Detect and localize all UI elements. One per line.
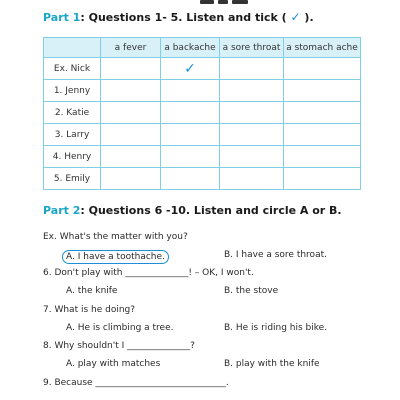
option-b[interactable]: B. the stove bbox=[224, 286, 279, 296]
tick-cell[interactable] bbox=[161, 168, 220, 190]
option-a-text: A. He is climbing a tree. bbox=[66, 323, 174, 333]
question-text: 7. What is he doing? bbox=[43, 305, 136, 315]
row-name-cell: 5. Emily bbox=[44, 168, 101, 190]
option-b[interactable]: B. play with the knife bbox=[224, 359, 320, 369]
part2-label: Part 2 bbox=[43, 204, 81, 217]
table-row bbox=[44, 146, 361, 168]
tick-cell[interactable] bbox=[161, 102, 220, 124]
option-a[interactable] bbox=[66, 250, 169, 264]
option-a[interactable] bbox=[66, 323, 174, 333]
tick-icon: ✓ bbox=[290, 10, 301, 24]
table-row bbox=[44, 124, 361, 146]
question-text: 6. Don't play with ______________! – OK, I won't. bbox=[43, 268, 254, 278]
question-text: 8. Why shouldn't I ______________? bbox=[43, 341, 195, 351]
part1-instruction: : Questions 1- 5. Listen and tick ( bbox=[80, 11, 287, 24]
option-a[interactable] bbox=[66, 286, 117, 296]
tick-cell[interactable] bbox=[161, 124, 220, 146]
tick-cell[interactable] bbox=[101, 124, 161, 146]
illness-table bbox=[43, 37, 361, 190]
tick-cell[interactable] bbox=[284, 168, 361, 190]
row-name-cell: Ex. Nick bbox=[44, 58, 101, 80]
tick-cell[interactable] bbox=[284, 146, 361, 168]
tick-cell[interactable] bbox=[284, 58, 361, 80]
row-name-cell: 1. Jenny bbox=[44, 80, 101, 102]
table-row bbox=[44, 168, 361, 190]
tick-cell[interactable] bbox=[220, 102, 284, 124]
option-b[interactable]: B. He is riding his bike. bbox=[224, 323, 328, 333]
table-row bbox=[44, 80, 361, 102]
tick-cell[interactable] bbox=[220, 80, 284, 102]
tick-cell[interactable] bbox=[161, 146, 220, 168]
row-name-cell: 4. Henry bbox=[44, 146, 101, 168]
table-header-row bbox=[44, 38, 361, 58]
tick-cell[interactable] bbox=[101, 146, 161, 168]
part1-instruction-end: ). bbox=[304, 11, 314, 24]
option-a-text: A. the knife bbox=[66, 286, 118, 296]
part1-label: Part 1 bbox=[43, 11, 81, 24]
tick-cell[interactable] bbox=[161, 58, 220, 80]
tick-cell[interactable] bbox=[284, 102, 361, 124]
column-header: a stomach ache bbox=[284, 38, 361, 58]
tick-cell[interactable] bbox=[220, 124, 284, 146]
option-a-text: A. play with matches bbox=[66, 359, 161, 369]
table-row bbox=[44, 102, 361, 124]
column-header: a fever bbox=[101, 38, 161, 58]
tick-cell[interactable] bbox=[220, 146, 284, 168]
table-row bbox=[44, 58, 361, 80]
part2-instruction: : Questions 6 -10. Listen and circle A or B. bbox=[80, 204, 342, 217]
option-a[interactable] bbox=[66, 359, 160, 369]
option-b[interactable]: B. I have a sore throat. bbox=[224, 250, 327, 260]
tick-cell[interactable] bbox=[101, 58, 161, 80]
row-name-cell: 3. Larry bbox=[44, 124, 101, 146]
tick-cell[interactable] bbox=[220, 58, 284, 80]
part1-heading bbox=[43, 10, 314, 24]
row-name-cell: 2. Katie bbox=[44, 102, 101, 124]
column-header: a backache bbox=[161, 38, 220, 58]
header-corner-cell bbox=[44, 38, 101, 58]
tick-cell[interactable] bbox=[284, 80, 361, 102]
tick-cell[interactable] bbox=[101, 80, 161, 102]
question-text: 9. Because _____________________________. bbox=[43, 378, 229, 388]
tick-cell[interactable] bbox=[101, 168, 161, 190]
tick-cell[interactable] bbox=[284, 124, 361, 146]
question-text: Ex. What's the matter with you? bbox=[43, 232, 188, 242]
column-header: a sore throat bbox=[220, 38, 284, 58]
part2-heading bbox=[43, 204, 342, 217]
tick-cell[interactable] bbox=[161, 80, 220, 102]
cropped-header-mark bbox=[200, 0, 260, 6]
tick-cell[interactable] bbox=[101, 102, 161, 124]
tick-cell[interactable] bbox=[220, 168, 284, 190]
check-icon: ✓ bbox=[184, 60, 196, 77]
circled-answer: A. I have a toothache. bbox=[62, 250, 169, 264]
